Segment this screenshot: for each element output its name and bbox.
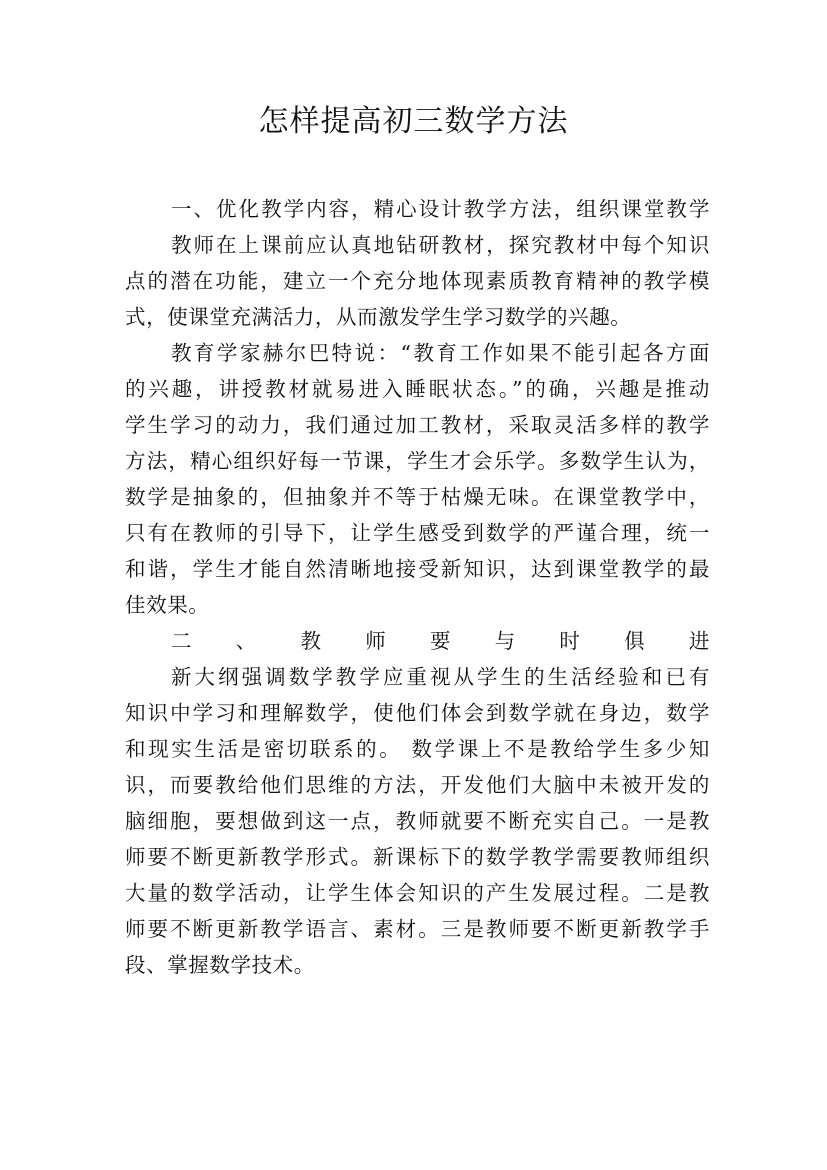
- section-heading: 二、教师要与时俱进: [171, 629, 710, 653]
- paragraph-line: 教育学家赫尔巴特说：“教育工作如果不能引起各方面: [171, 341, 710, 365]
- paragraph-line: 大量的数学活动，让学生体会知识的产生发展过程。二是教: [125, 881, 710, 905]
- paragraph-line: 脑细胞，要想做到这一点，教师就要不断充实自己。一是教: [125, 809, 710, 833]
- paragraph-line: 新大纲强调数学教学应重视从学生的生活经验和已有: [171, 665, 710, 689]
- paragraph-line: 数学是抽象的，但抽象并不等于枯燥无味。在课堂教学中，: [125, 485, 710, 509]
- paragraph-line: 和谐，学生才能自然清晰地接受新知识，达到课堂教学的最: [125, 557, 710, 581]
- paragraph-line: 学生学习的动力，我们通过加工教材，采取灵活多样的教学: [125, 413, 710, 437]
- paragraph-line: 师要不断更新教学语言、素材。三是教师要不断更新教学手: [125, 917, 710, 941]
- paragraph-line: 和现实生活是密切联系的。 数学课上不是教给学生多少知: [125, 737, 710, 761]
- paragraph-line: 式，使课堂充满活力，从而激发学生学习数学的兴趣。: [125, 305, 632, 329]
- paragraph-line: 点的潜在功能，建立一个充分地体现素质教育精神的教学模: [125, 269, 710, 293]
- document-title: 怎样提高初三数学方法: [258, 104, 569, 139]
- paragraph-line: 的兴趣，讲授教材就易进入睡眠状态。”的确，兴趣是推动: [125, 377, 710, 401]
- paragraph-line: 佳效果。: [125, 593, 210, 617]
- paragraph-line: 只有在教师的引导下，让学生感受到数学的严谨合理，统一: [125, 521, 710, 545]
- paragraph-line: 识，而要教给他们思维的方法，开发他们大脑中未被开发的: [125, 773, 710, 797]
- paragraph-line: 段、掌握数学技术。: [125, 953, 315, 977]
- paragraph-line: 知识中学习和理解数学，使他们体会到数学就在身边，数学: [125, 701, 710, 725]
- paragraph-line: 方法，精心组织好每一节课，学生才会乐学。多数学生认为，: [125, 449, 710, 473]
- paragraph-line: 师要不断更新教学形式。新课标下的数学教学需要教师组织: [125, 845, 710, 869]
- paragraph-line: 教师在上课前应认真地钻研教材，探究教材中每个知识: [171, 233, 710, 257]
- document-body: [125, 191, 710, 983]
- section-heading: 一、优化教学内容，精心设计教学方法，组织课堂教学: [171, 197, 710, 221]
